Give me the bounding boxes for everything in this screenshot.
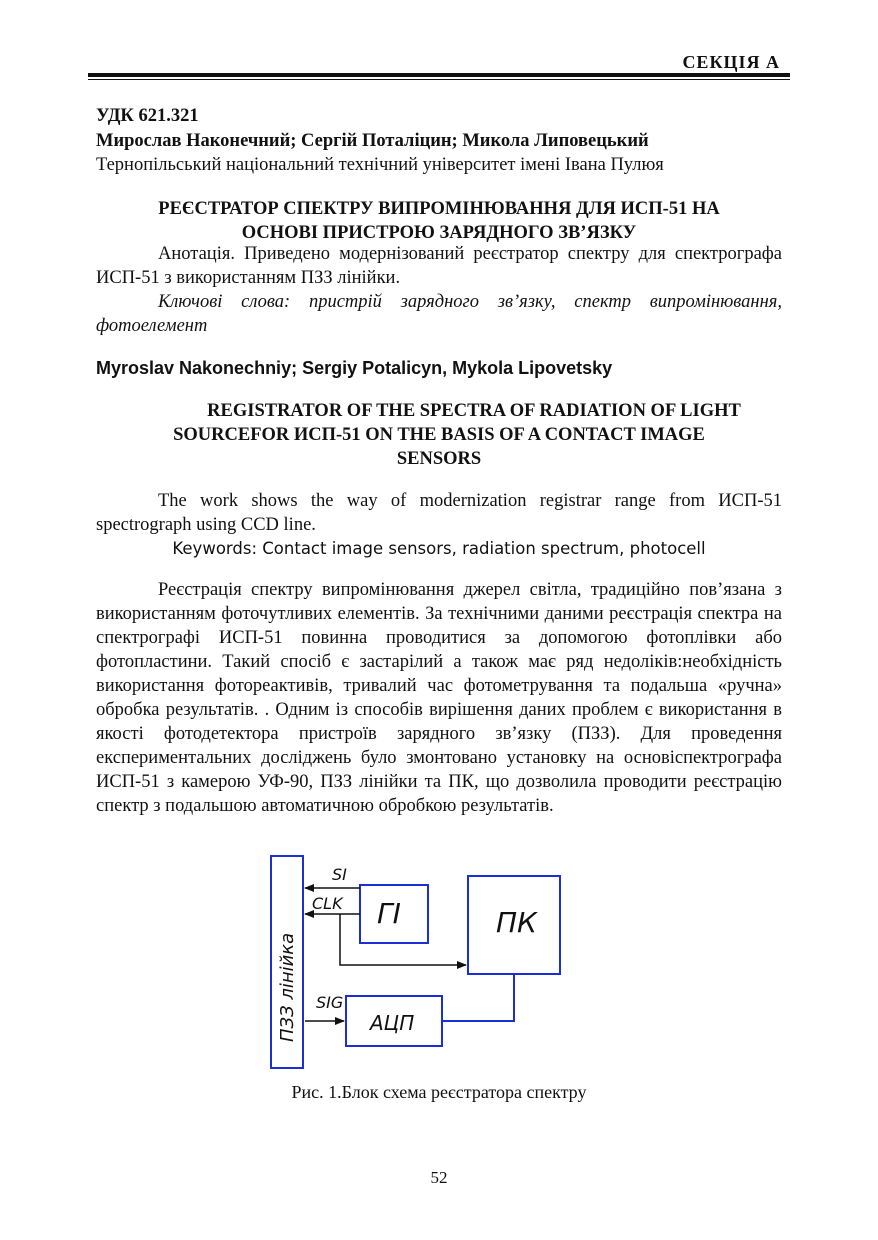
title-en-line1: REGISTRATOR OF THE SPECTRA OF RADIATION OF LIGHT: [207, 401, 741, 421]
page-number: 52: [430, 1168, 448, 1187]
authors-en: Myroslav Nakonechniy; Sergiy Potalicyn, Mykola Lipovetsky: [96, 358, 613, 378]
title-en-line2: SOURCEFOR ИСП-51 ON THE BASIS OF A CONTACT IMAGE: [173, 425, 705, 445]
title-ua-line2: ОСНОВІ ПРИСТРОЮ ЗАРЯДНОГО ЗВ’ЯЗКУ: [241, 223, 637, 243]
ccd-label: ПЗЗ лінійка: [277, 932, 298, 1042]
adc-label: АЦП: [370, 1011, 415, 1035]
clk-label: CLK: [312, 894, 343, 913]
body-paragraph: Реєстрація спектру випромінювання джерел світла, традиційно пов’язана з використанням фоточутливих елементів. За технічними даними реєстрація спектра на спектрографі ИСП-51 повинна проводитися за допомогою фотоплівки або фотопластини. Такий спосіб є застарілий а також має ряд недоліків:необхідність використання фотореактивів, тривалий час фотометрування та подальша «ручна» обробка результатів. . Одним із способів вирішення даних проблем є використання в якості фотодетектора пристроїв зарядного зв’язку (ПЗЗ). Для проведення експериментальних досліджень було змонтовано установку на основіспектрографа ИСП-51 з камерою УФ-90, ПЗЗ лінійки та ПК, що дозволила проводити реєстрацію спектр з подальшою автоматичною обробкою результатів.: [96, 580, 782, 816]
si-label: SI: [332, 865, 347, 884]
affiliation-ua: Тернопільський національний технічний університет імені Івана Пулюя: [96, 155, 664, 175]
abstract-ua: Анотація. Приведено модернізований реєстратор спектру для спектрографа ИСП-51 з використанням ПЗЗ лінійки.: [96, 244, 782, 288]
generator-label: ГІ: [377, 897, 401, 930]
keywords-ua: Ключові слова: пристрій зарядного зв’язку, спектр випромінювання, фотоелемент: [96, 292, 782, 336]
udc-code: УДК 621.321: [96, 106, 199, 126]
header-rule-thin: [88, 79, 790, 80]
sig-label: SIG: [316, 993, 344, 1012]
title-en: [96, 399, 782, 471]
adc-to-pc-line: [442, 974, 514, 1021]
title-en-line3: SENSORS: [396, 449, 482, 469]
figure-caption: Рис. 1.Блок схема реєстратора спектру: [291, 1082, 587, 1102]
abstract-en: The work shows the way of modernization registrar range from ИСП-51 spectrograph using CCD line.: [96, 491, 782, 535]
authors-ua: Мирослав Наконечний; Сергій Поталіцин; Микола Липовецький: [96, 131, 649, 151]
header-rule-thick: [88, 73, 790, 77]
keywords-en: Keywords: Contact image sensors, radiation spectrum, photocell: [172, 539, 706, 558]
section-label: СЕКЦІЯ А: [682, 52, 780, 72]
title-ua-line1: РЕЄСТРАТОР СПЕКТРУ ВИПРОМІНЮВАННЯ ДЛЯ ИСП-51 НА: [158, 199, 720, 219]
block-diagram: [260, 848, 580, 1078]
title-ua: [96, 197, 782, 245]
clk-to-pc-arrow: [340, 914, 466, 965]
pc-label: ПК: [496, 906, 537, 939]
